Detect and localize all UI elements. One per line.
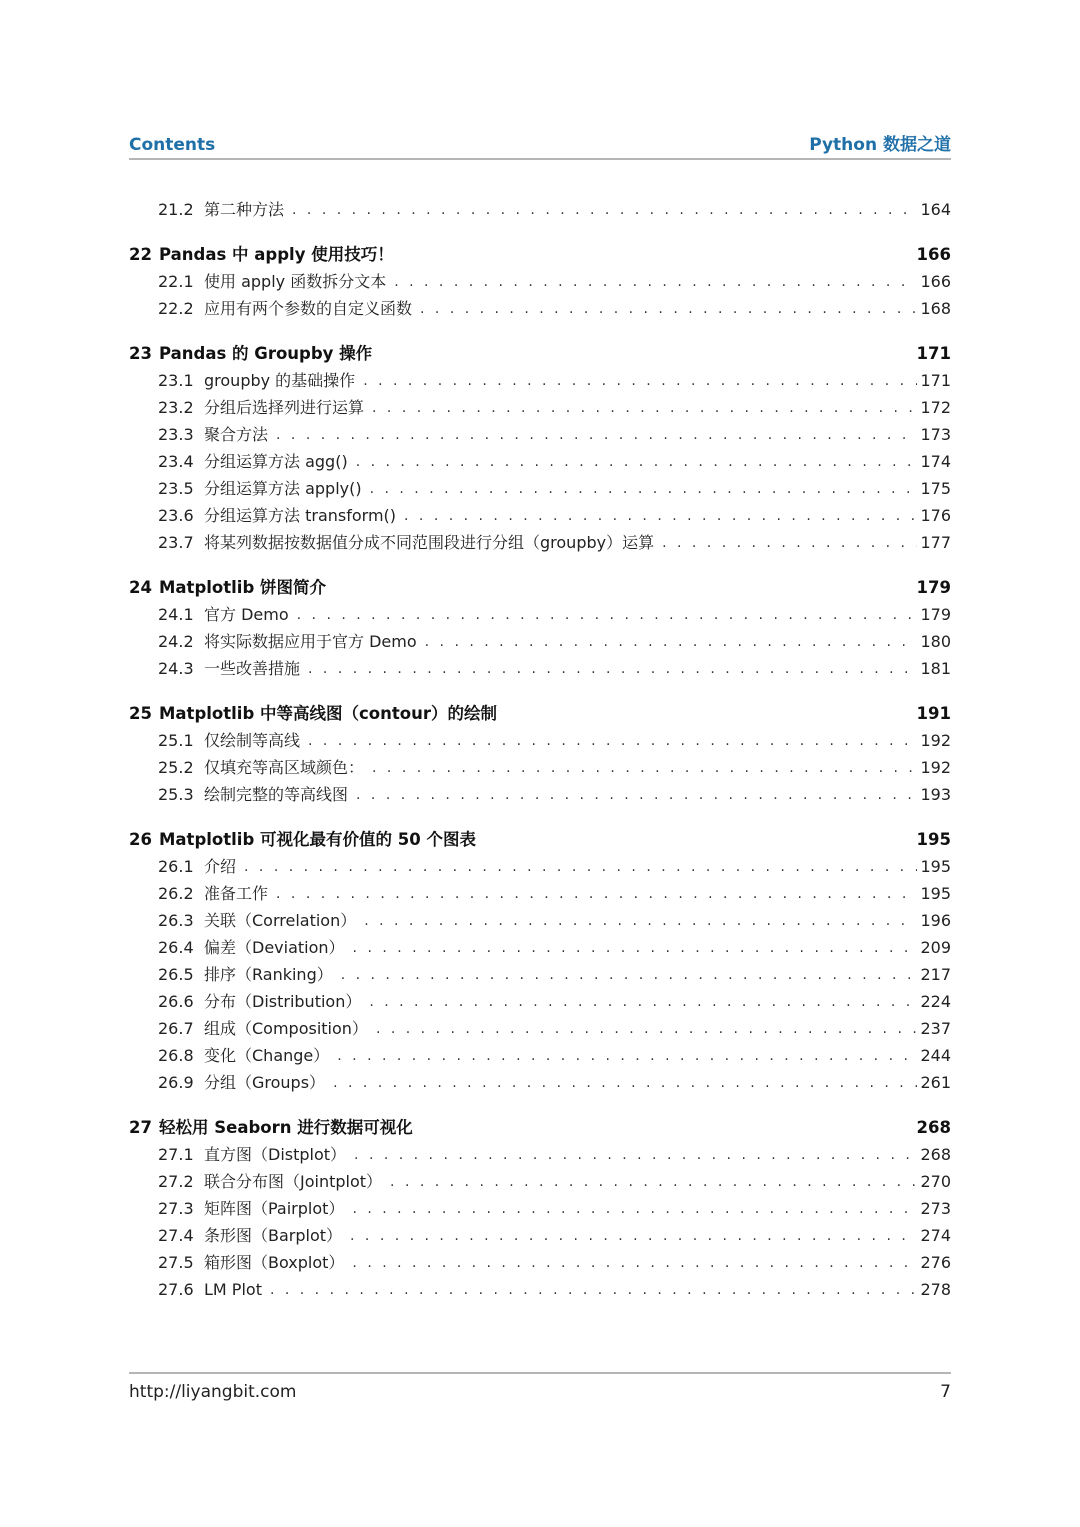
- toc-section-entry[interactable]: [129, 367, 951, 394]
- section-page-number: 273: [920, 1199, 951, 1218]
- toc-section-entry[interactable]: [129, 1069, 951, 1096]
- section-number: 22.1: [158, 272, 194, 291]
- section-page-number: 278: [920, 1280, 951, 1299]
- chapter-heading[interactable]: [129, 700, 951, 727]
- chapter-number: 24: [129, 578, 152, 597]
- section-number: 26.1: [158, 857, 194, 876]
- section-number: 24.2: [158, 632, 194, 651]
- section-title: 分组运算方法 agg(): [204, 452, 348, 471]
- toc-section-entry[interactable]: [129, 295, 951, 322]
- section-page-number: 179: [920, 605, 951, 624]
- section-number: 26.8: [158, 1046, 194, 1065]
- section-number: 23.1: [158, 371, 194, 390]
- section-number: 24.1: [158, 605, 194, 624]
- dot-leader: [353, 935, 917, 962]
- dot-leader: [372, 395, 917, 422]
- dot-leader: [372, 755, 917, 782]
- dot-leader: [356, 449, 917, 476]
- section-title: 关联（Correlation）: [204, 911, 357, 930]
- dot-leader: [369, 989, 917, 1016]
- chapter-number: 27: [129, 1118, 152, 1137]
- section-title: LM Plot: [204, 1280, 262, 1299]
- section-title: 绘制完整的等高线图: [204, 785, 349, 804]
- dot-leader: [276, 881, 917, 908]
- chapter-title: Matplotlib 中等高线图（contour）的绘制: [159, 704, 497, 723]
- section-title: 分组运算方法 apply(): [204, 479, 362, 498]
- toc-section-entry[interactable]: [129, 628, 951, 655]
- section-page-number: 276: [920, 1253, 951, 1272]
- section-title: 排序（Ranking）: [204, 965, 333, 984]
- section-title: 联合分布图（Jointplot）: [204, 1172, 383, 1191]
- section-number: 21.2: [158, 200, 194, 219]
- section-title: 第二种方法: [204, 200, 285, 219]
- section-number: 27.4: [158, 1226, 194, 1245]
- section-title: 介绍: [204, 857, 237, 876]
- section-page-number: 193: [920, 785, 951, 804]
- toc-chapter: [129, 340, 951, 556]
- section-title: 组成（Composition）: [204, 1019, 368, 1038]
- section-page-number: 270: [920, 1172, 951, 1191]
- section-title: 一些改善措施: [204, 659, 301, 678]
- chapter-page-number: 166: [916, 245, 951, 264]
- section-title: 偏差（Deviation）: [204, 938, 345, 957]
- section-number: 26.5: [158, 965, 194, 984]
- dot-leader: [370, 476, 917, 503]
- section-title: 变化（Change）: [204, 1046, 330, 1065]
- chapter-page-number: 179: [916, 578, 951, 597]
- section-number: 23.2: [158, 398, 194, 417]
- toc-section-entry[interactable]: [129, 421, 951, 448]
- section-title: 聚合方法: [204, 425, 269, 444]
- toc-section-entry[interactable]: [129, 475, 951, 502]
- dot-leader: [662, 530, 917, 557]
- running-title-left: Contents: [129, 135, 216, 155]
- toc-chapter: [129, 574, 951, 682]
- dot-leader: [244, 854, 917, 881]
- toc-section-entry[interactable]: [129, 601, 951, 628]
- section-title: 分布（Distribution）: [204, 992, 362, 1011]
- section-title: 仅绘制等高线: [204, 731, 301, 750]
- section-title: 分组运算方法 transform(): [204, 506, 397, 525]
- toc-section-entry[interactable]: [129, 961, 951, 988]
- section-page-number: 168: [920, 299, 951, 318]
- dot-leader: [292, 197, 917, 224]
- dot-leader: [350, 1223, 917, 1250]
- toc-chapter: [129, 700, 951, 808]
- section-number: 23.7: [158, 533, 194, 552]
- toc-section-entry[interactable]: [129, 880, 951, 907]
- chapter-heading[interactable]: [129, 826, 951, 853]
- section-number: 24.3: [158, 659, 194, 678]
- toc-section-entry[interactable]: [129, 754, 951, 781]
- section-number: 27.2: [158, 1172, 194, 1191]
- toc-section-entry[interactable]: [129, 502, 951, 529]
- footer-url[interactable]: http://liyangbit.com: [129, 1382, 297, 1402]
- section-page-number: 196: [920, 911, 951, 930]
- section-title: 官方 Demo: [204, 605, 289, 624]
- toc-section-entry[interactable]: [129, 934, 951, 961]
- toc-section-entry[interactable]: [129, 853, 951, 880]
- toc-section-entry[interactable]: [129, 781, 951, 808]
- dot-leader: [333, 1070, 917, 1097]
- section-title: 使用 apply 函数拆分文本: [204, 272, 387, 291]
- chapter-title: Pandas 中 apply 使用技巧！: [159, 245, 394, 264]
- section-number: 25.2: [158, 758, 194, 777]
- chapter-title: Pandas 的 Groupby 操作: [159, 344, 373, 363]
- dot-leader: [308, 656, 917, 683]
- section-page-number: 209: [920, 938, 951, 957]
- toc-section-entry[interactable]: [129, 1042, 951, 1069]
- section-number: 23.3: [158, 425, 194, 444]
- section-number: 26.7: [158, 1019, 194, 1038]
- dot-leader: [420, 296, 917, 323]
- section-title: 应用有两个参数的自定义函数: [204, 299, 413, 318]
- section-title: 将实际数据应用于官方 Demo: [204, 632, 417, 651]
- section-title: groupby 的基础操作: [204, 371, 356, 390]
- dot-leader: [308, 728, 917, 755]
- toc-chapter: [129, 826, 951, 1096]
- section-page-number: 244: [920, 1046, 951, 1065]
- toc-section-entry[interactable]: [129, 1141, 951, 1168]
- dot-leader: [270, 1277, 917, 1304]
- section-number: 26.2: [158, 884, 194, 903]
- dot-leader: [354, 1142, 917, 1169]
- section-page-number: 175: [920, 479, 951, 498]
- chapter-title: Matplotlib 饼图简介: [159, 578, 326, 597]
- toc-section-entry[interactable]: [129, 394, 951, 421]
- section-number: 23.6: [158, 506, 194, 525]
- toc-section-entry[interactable]: [129, 268, 951, 295]
- section-number: 27.6: [158, 1280, 194, 1299]
- chapter-page-number: 268: [916, 1118, 951, 1137]
- section-page-number: 177: [920, 533, 951, 552]
- dot-leader: [276, 422, 917, 449]
- section-page-number: 173: [920, 425, 951, 444]
- section-number: 22.2: [158, 299, 194, 318]
- section-page-number: 180: [920, 632, 951, 651]
- chapter-page-number: 191: [916, 704, 951, 723]
- table-of-contents: [129, 196, 951, 1303]
- toc-section-entry[interactable]: [129, 727, 951, 754]
- section-page-number: 192: [920, 731, 951, 750]
- dot-leader: [376, 1016, 917, 1043]
- chapter-page-number: 171: [916, 344, 951, 363]
- section-page-number: 195: [920, 857, 951, 876]
- dot-leader: [425, 629, 917, 656]
- section-page-number: 192: [920, 758, 951, 777]
- dot-leader: [394, 269, 917, 296]
- section-page-number: 164: [920, 200, 951, 219]
- section-number: 27.3: [158, 1199, 194, 1218]
- dot-leader: [352, 1250, 917, 1277]
- section-page-number: 261: [920, 1073, 951, 1092]
- section-page-number: 166: [920, 272, 951, 291]
- dot-leader: [364, 908, 917, 935]
- toc-section-entry[interactable]: [129, 1195, 951, 1222]
- section-number: 25.1: [158, 731, 194, 750]
- section-page-number: 274: [920, 1226, 951, 1245]
- section-page-number: 195: [920, 884, 951, 903]
- toc-section-entry[interactable]: [129, 655, 951, 682]
- section-title: 分组后选择列进行运算: [204, 398, 365, 417]
- toc-chapter: [129, 1114, 951, 1303]
- running-title-right: Python 数据之道: [809, 135, 951, 155]
- section-number: 23.4: [158, 452, 194, 471]
- chapter-title: 轻松用 Seaborn 进行数据可视化: [159, 1118, 413, 1137]
- section-number: 26.9: [158, 1073, 194, 1092]
- chapter-title: Matplotlib 可视化最有价值的 50 个图表: [159, 830, 476, 849]
- toc-section-entry[interactable]: [129, 907, 951, 934]
- section-number: 27.5: [158, 1253, 194, 1272]
- toc-section-entry[interactable]: [129, 1168, 951, 1195]
- section-page-number: 181: [920, 659, 951, 678]
- section-page-number: 237: [920, 1019, 951, 1038]
- page-header: [129, 134, 951, 160]
- section-number: 26.4: [158, 938, 194, 957]
- section-page-number: 268: [920, 1145, 951, 1164]
- toc-section-entry[interactable]: [129, 448, 951, 475]
- chapter-heading[interactable]: [129, 574, 951, 601]
- section-title: 矩阵图（Pairplot）: [204, 1199, 345, 1218]
- dot-leader: [404, 503, 917, 530]
- dot-leader: [363, 368, 917, 395]
- section-title: 准备工作: [204, 884, 269, 903]
- toc-section-entry[interactable]: [129, 1015, 951, 1042]
- toc-section-entry[interactable]: [129, 529, 951, 556]
- section-page-number: 176: [920, 506, 951, 525]
- toc-chapter: [129, 241, 951, 322]
- section-title: 箱形图（Boxplot）: [204, 1253, 345, 1272]
- dot-leader: [352, 1196, 917, 1223]
- chapter-heading[interactable]: [129, 340, 951, 367]
- dot-leader: [356, 782, 917, 809]
- dot-leader: [337, 1043, 917, 1070]
- toc-section-entry[interactable]: [129, 196, 951, 223]
- dot-leader: [297, 602, 917, 629]
- dot-leader: [341, 962, 917, 989]
- section-title: 直方图（Distplot）: [204, 1145, 347, 1164]
- toc-chapter: [129, 196, 951, 223]
- toc-section-entry[interactable]: [129, 1222, 951, 1249]
- chapter-heading[interactable]: [129, 241, 951, 268]
- dot-leader: [390, 1169, 917, 1196]
- toc-section-entry[interactable]: [129, 1276, 951, 1303]
- chapter-number: 26: [129, 830, 152, 849]
- section-title: 将某列数据按数据值分成不同范围段进行分组（groupby）运算: [204, 533, 655, 552]
- section-title: 分组（Groups）: [204, 1073, 326, 1092]
- section-page-number: 224: [920, 992, 951, 1011]
- section-number: 27.1: [158, 1145, 194, 1164]
- section-page-number: 172: [920, 398, 951, 417]
- toc-section-entry[interactable]: [129, 1249, 951, 1276]
- section-number: 23.5: [158, 479, 194, 498]
- section-number: 25.3: [158, 785, 194, 804]
- chapter-number: 23: [129, 344, 152, 363]
- footer-page-number: 7: [940, 1382, 951, 1402]
- toc-section-entry[interactable]: [129, 988, 951, 1015]
- section-page-number: 171: [920, 371, 951, 390]
- section-number: 26.6: [158, 992, 194, 1011]
- chapter-number: 25: [129, 704, 152, 723]
- section-number: 26.3: [158, 911, 194, 930]
- chapter-number: 22: [129, 245, 152, 264]
- section-title: 仅填充等高区域颜色：: [204, 758, 365, 777]
- section-page-number: 174: [920, 452, 951, 471]
- page-footer: [129, 1372, 951, 1402]
- section-page-number: 217: [920, 965, 951, 984]
- chapter-heading[interactable]: [129, 1114, 951, 1141]
- section-title: 条形图（Barplot）: [204, 1226, 343, 1245]
- chapter-page-number: 195: [916, 830, 951, 849]
